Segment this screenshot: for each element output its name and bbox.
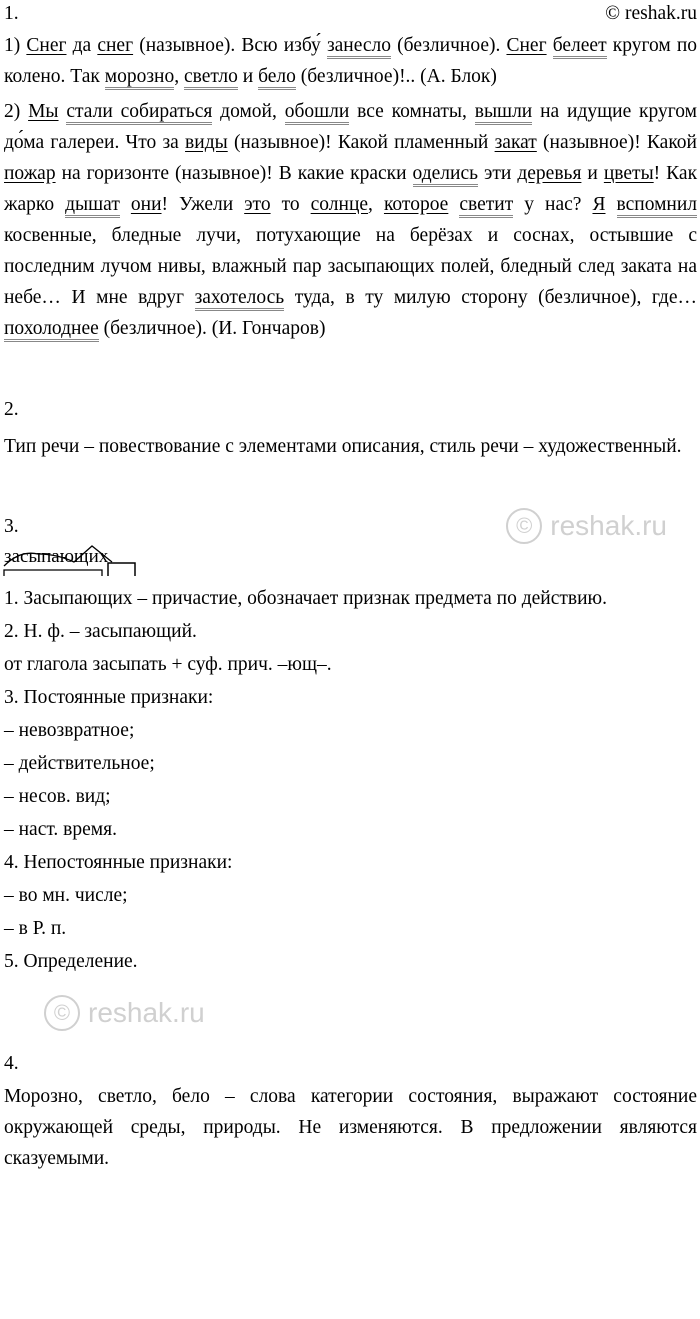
text-segment: (безличное). (И. Гончаров) xyxy=(98,318,326,339)
text-segment: на идущие кругом до́ма галереи. Что за xyxy=(4,101,698,153)
parsed-word: засыпающих xyxy=(4,546,109,567)
predicate-word: светит xyxy=(459,194,513,218)
analysis-line: 3. Постоянные признаки: xyxy=(4,687,214,708)
word-morpheme-diagram xyxy=(4,546,697,582)
text-type: Тип речи – повествование с элементами описания, стиль речи – художественный. xyxy=(4,436,682,457)
analysis-line: 5. Определение. xyxy=(4,951,138,972)
watermark xyxy=(44,995,205,1031)
predicate-word: вспомнил xyxy=(617,194,698,218)
text-segment: ! Ужели xyxy=(161,194,245,215)
subject-word: пожар xyxy=(4,163,56,184)
subject-word: цветы xyxy=(603,163,654,184)
text-segment: домой, xyxy=(212,101,285,122)
predicate-word: занесло xyxy=(327,35,391,59)
predicate-word: оделись xyxy=(413,163,478,187)
text-segment: косвенные, бледные лучи, потухающие на берёзах и соснах, остывшие с последним лучом нивы, влажный пар засыпающих полей, бледный след заката на небе… И мне вдруг xyxy=(4,225,697,308)
text-segment: (безличное). xyxy=(391,35,507,56)
watermark-spacer xyxy=(4,978,697,1048)
text-segment xyxy=(606,194,617,215)
text-segment: и xyxy=(237,66,259,87)
predicate-word: дышат xyxy=(65,194,120,218)
analysis-line: – несов. вид; xyxy=(4,786,111,807)
subject-word: Я xyxy=(592,194,606,215)
analysis-line: – действительное; xyxy=(4,753,155,774)
subject-word: это xyxy=(244,194,271,215)
predicate-word: обошли xyxy=(285,101,350,125)
paragraph-2 xyxy=(4,96,697,344)
predicate-word: похолоднее xyxy=(4,318,99,342)
analysis-line: – невозвратное; xyxy=(4,720,135,741)
subject-word: которое xyxy=(383,194,449,215)
watermark-text: reshak.ru xyxy=(88,997,205,1028)
header xyxy=(4,0,697,28)
subject-word: они xyxy=(130,194,162,215)
analysis-line: – во мн. числе; xyxy=(4,885,128,906)
text-segment: (назывное)! Какой пламенный xyxy=(227,132,495,153)
predicate-word: морозно xyxy=(105,66,174,90)
text-segment: (безличное)!.. (А. Блок) xyxy=(295,66,497,87)
text-segment: (назывное)! Какой xyxy=(536,132,697,153)
watermark-text: reshak.ru xyxy=(550,510,667,541)
paragraph-1 xyxy=(4,30,697,92)
text-segment: кругом по колено. Так xyxy=(4,35,698,87)
subject-word: закат xyxy=(494,132,537,153)
text-segment: туда, в ту милую сторону (безличное), где… xyxy=(284,287,697,308)
analysis-line: – в Р. п. xyxy=(4,918,67,939)
analysis-line: 1. Засыпающих – причастие, обозначает признак предмета по действию. xyxy=(4,588,607,609)
subject-word: Снег xyxy=(506,35,547,56)
section-number: 4. xyxy=(4,1053,19,1074)
watermark xyxy=(506,508,667,544)
text-segment: у нас? xyxy=(513,194,593,215)
subject-word: солнце xyxy=(310,194,369,215)
analysis-line: от глагола засыпать + суф. прич. –ющ–. xyxy=(4,654,332,675)
predicate-word: стали собираться xyxy=(66,101,212,125)
section-3-heading-row xyxy=(4,508,697,544)
text-segment: 2) xyxy=(4,101,29,122)
predicate-word: вышли xyxy=(475,101,533,125)
text-segment: и xyxy=(581,163,604,184)
text-segment xyxy=(120,194,131,215)
text-segment xyxy=(547,35,553,56)
copyright-icon: © xyxy=(44,995,80,1031)
text-segment: на горизонте (назывное)! В какие краски xyxy=(55,163,413,184)
task-number: 1. xyxy=(4,3,19,24)
text-segment: то xyxy=(270,194,311,215)
predicate-word: белеет xyxy=(553,35,607,59)
subject-word: Мы xyxy=(28,101,59,122)
predicate-word: светло xyxy=(184,66,238,90)
conclusion-text: Морозно, светло, бело – слова категории состояния, выражают состояние окружающей среды, природы. Не изменяются. В предложении являются сказуемыми. xyxy=(4,1086,697,1169)
text-segment: 1) xyxy=(4,35,27,56)
predicate-word: захотелось xyxy=(195,287,285,311)
text-segment: , xyxy=(368,194,384,215)
text-segment xyxy=(448,194,459,215)
site-label: © reshak.ru xyxy=(605,3,697,24)
predicate-word: бело xyxy=(258,66,296,90)
subject-word: деревья xyxy=(517,163,582,184)
subject-word: Снег xyxy=(26,35,67,56)
text-segment: да xyxy=(66,35,98,56)
text-segment: , xyxy=(174,66,184,87)
section-number: 3. xyxy=(4,515,19,537)
analysis-line: – наст. время. xyxy=(4,819,117,840)
subject-word: виды xyxy=(185,132,228,153)
participle-analysis xyxy=(4,582,697,978)
analysis-line: 2. Н. ф. – засыпающий. xyxy=(4,621,197,642)
analysis-line: 4. Непостоянные признаки: xyxy=(4,852,233,873)
section-number: 2. xyxy=(4,399,19,420)
subject-word: снег xyxy=(97,35,134,56)
text-segment: (назывное). Всю избу́ xyxy=(133,35,327,56)
text-segment: все комнаты, xyxy=(349,101,475,122)
text-segment: эти xyxy=(478,163,518,184)
copyright-icon: © xyxy=(506,508,542,544)
text-segment: ! Как жарко xyxy=(4,163,698,215)
